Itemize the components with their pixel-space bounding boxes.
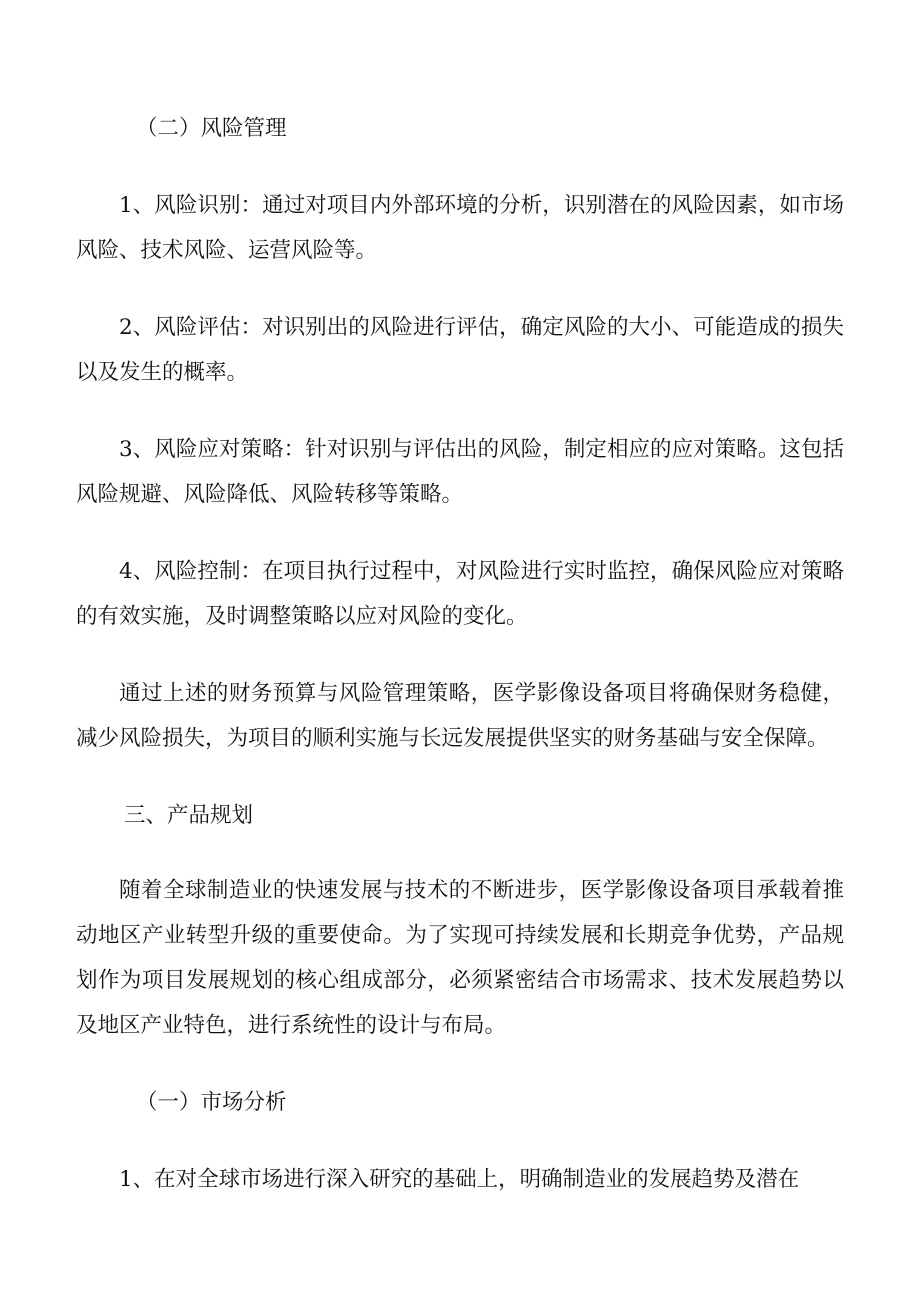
- market-analysis-item-1: 1、在对全球市场进行深入研究的基础上，明确制造业的发展趋势及潜在: [119, 1167, 800, 1192]
- risk-management-heading: （二）风险管理: [136, 116, 287, 141]
- risk-identification-paragraph: 1、风险识别：通过对项目内外部环境的分析，识别潜在的风险因素，如市场风险、技术风险、运营风险等。: [76, 193, 844, 263]
- product-planning-intro-paragraph: 随着全球制造业的快速发展与技术的不断进步，医学影像设备项目承载着推动地区产业转型升级的重要使命。为了实现可持续发展和长期竞争优势，产品规划作为项目发展规划的核心组成部分，必须紧密结合市场需求、技术发展趋势以及地区产业特色，进行系统性的设计与布局。: [76, 878, 844, 1038]
- risk-summary-paragraph: 通过上述的财务预算与风险管理策略，医学影像设备项目将确保财务稳健，减少风险损失，为项目的顺利实施与长远发展提供坚实的财务基础与安全保障。: [76, 681, 844, 751]
- risk-assessment-paragraph: 2、风险评估：对识别出的风险进行评估，确定风险的大小、可能造成的损失以及发生的概率。: [76, 315, 844, 385]
- market-analysis-heading: （一）市场分析: [136, 1090, 287, 1115]
- risk-response-paragraph: 3、风险应对策略：针对识别与评估出的风险，制定相应的应对策略。这包括风险规避、风险降低、风险转移等策略。: [76, 437, 844, 507]
- product-planning-heading: 三、产品规划: [124, 803, 254, 828]
- risk-control-paragraph: 4、风险控制：在项目执行过程中，对风险进行实时监控，确保风险应对策略的有效实施，及时调整策略以应对风险的变化。: [76, 559, 844, 629]
